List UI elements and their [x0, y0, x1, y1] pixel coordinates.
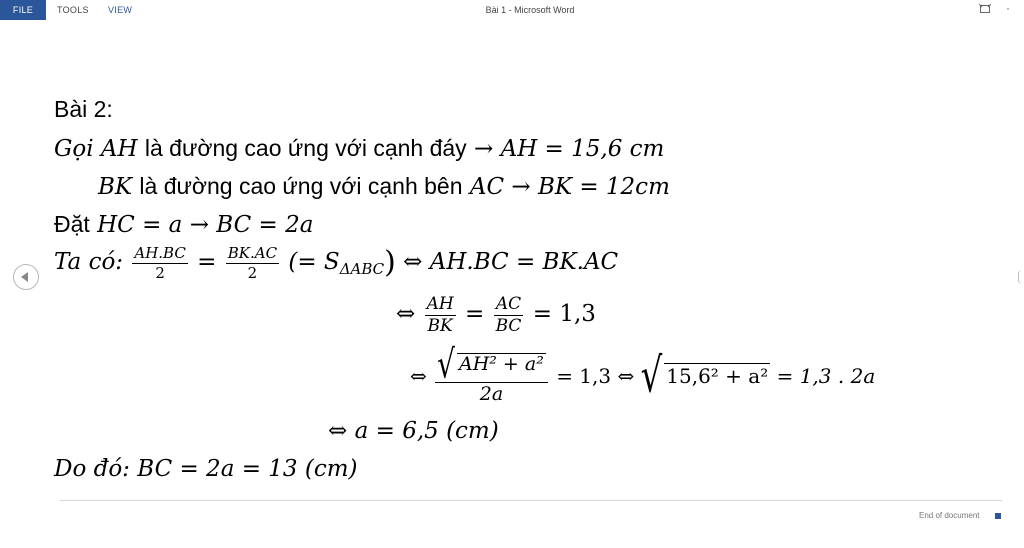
l2-text: là đường cao ứng với cạnh bên	[139, 173, 463, 199]
l6-num-sqrt: AH² + a²	[458, 353, 544, 375]
heading: Bài 2:	[54, 96, 113, 122]
fraction-ac-bc	[494, 295, 524, 335]
l4-f2-num: BK.AC	[227, 244, 278, 262]
l4-eq: =	[197, 249, 217, 275]
document-page	[0, 20, 1024, 548]
l5-f1-den: BK	[427, 315, 453, 336]
fraction-sqrt	[435, 341, 548, 405]
radical-icon: √	[437, 341, 455, 388]
line-8	[54, 456, 358, 482]
l4-result: ⇔ AH.BC = BK.AC	[403, 249, 619, 275]
line-4	[54, 245, 618, 281]
l6-result: = 1,3 . 2a	[776, 363, 876, 388]
fraction-bkac	[226, 245, 279, 281]
l4-s-open: (= S	[288, 249, 340, 275]
l4-f2-den: 2	[247, 263, 258, 282]
fraction-ah-bk	[425, 295, 456, 335]
l2-bk: BK	[98, 174, 133, 200]
tab-file[interactable]: FILE	[0, 0, 46, 20]
l5-pre: ⇔	[396, 301, 416, 328]
l6-num	[435, 341, 548, 388]
l6-sqrt2: 15,6² + a²	[666, 363, 769, 388]
end-of-document-icon	[995, 513, 1001, 519]
l5-f1-num: AH	[426, 294, 454, 314]
l6-pre: ⇔	[410, 363, 427, 388]
l3-dat: Đặt	[54, 211, 90, 237]
line-6	[410, 341, 876, 405]
l1-text: là đường cao ứng với cạnh đáy	[144, 135, 467, 161]
tab-view[interactable]: VIEW	[108, 5, 133, 15]
l2-result: → BK = 12cm	[511, 174, 670, 200]
l4-s-sub: ΔABC	[339, 260, 385, 278]
end-of-document-label: End of document	[919, 511, 980, 520]
line-3	[54, 211, 313, 238]
l6-mid: = 1,3 ⇔	[556, 363, 635, 388]
title-bar	[0, 0, 1024, 20]
l5-f2-num: AC	[494, 295, 524, 316]
line-2	[98, 173, 670, 200]
l5-result: = 1,3	[532, 301, 596, 328]
line-7: ⇔ a = 6,5 (cm)	[328, 418, 499, 444]
restore-window-icon[interactable]	[979, 4, 991, 14]
fraction-ahbc	[132, 245, 187, 281]
l2-ac: AC	[469, 174, 505, 200]
l1-ah: AH	[100, 136, 138, 162]
l5-f2-den: BC	[495, 315, 522, 336]
chevron-left-icon	[21, 272, 28, 282]
l1-goi: Gọi	[54, 136, 94, 162]
l8-dodo: Do đó:	[54, 456, 130, 482]
line-1	[54, 135, 664, 162]
l3-result: → BC = 2a	[189, 212, 314, 238]
close-icon[interactable]: ·	[1006, 1, 1010, 15]
l3-eq: HC = a	[97, 212, 183, 238]
tab-tools[interactable]: TOOLS	[57, 5, 89, 15]
line-5	[396, 295, 596, 335]
l4-f1-num: AH.BC	[134, 244, 186, 262]
l4-taco: Ta có:	[54, 249, 124, 275]
end-divider	[60, 500, 1002, 501]
l1-result: → AH = 15,6 cm	[474, 136, 665, 162]
l5-eq: =	[465, 301, 485, 328]
window-title: Bài 1 - Microsoft Word	[485, 5, 575, 15]
l4-f1-den: 2	[155, 263, 165, 282]
next-page-handle[interactable]	[1018, 270, 1023, 284]
radical-icon-2: √	[640, 347, 663, 404]
previous-page-button[interactable]	[13, 264, 39, 290]
l6-den: 2a	[479, 382, 504, 405]
l8-result: BC = 2a = 13 (cm)	[137, 456, 358, 482]
l4-s-close: )	[384, 245, 396, 280]
